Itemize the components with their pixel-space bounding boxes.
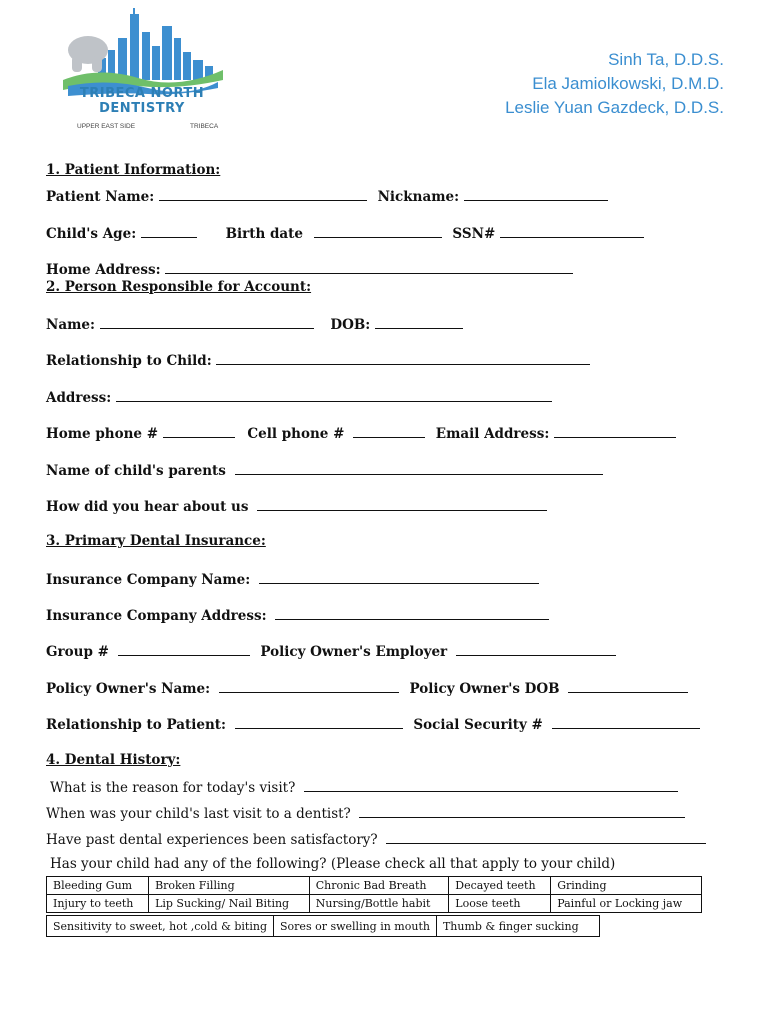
group-label: Group # <box>46 644 109 660</box>
section4-title: 4. Dental History: <box>46 752 181 768</box>
group-field[interactable] <box>118 642 250 656</box>
hear-about-row <box>46 497 553 515</box>
relationship-label: Relationship to Child: <box>46 353 212 369</box>
condition-option[interactable]: Nursing/Bottle habit <box>309 895 449 913</box>
condition-option[interactable]: Injury to teeth <box>47 895 149 913</box>
table-row <box>47 877 702 895</box>
employer-field[interactable] <box>456 642 616 656</box>
conditions-table-extra <box>46 915 600 937</box>
condition-option[interactable]: Broken Filling <box>149 877 310 895</box>
condition-option[interactable]: Grinding <box>551 877 702 895</box>
home-address-row <box>46 260 579 278</box>
condition-option[interactable]: Decayed teeth <box>449 877 551 895</box>
condition-option[interactable]: Painful or Locking jaw <box>551 895 702 913</box>
nickname-label: Nickname: <box>377 189 460 205</box>
company-name-label: Insurance Company Name: <box>46 572 251 588</box>
condition-option[interactable]: Lip Sucking/ Nail Biting <box>149 895 310 913</box>
owner-name-row <box>46 679 694 697</box>
condition-option[interactable]: Bleeding Gum <box>47 877 149 895</box>
parents-row <box>46 461 609 479</box>
condition-option[interactable]: Sores or swelling in mouth <box>274 916 437 937</box>
email-field[interactable] <box>554 424 676 438</box>
owner-dob-label: Policy Owner's DOB <box>409 681 560 697</box>
responsible-name-row <box>46 315 469 333</box>
owner-dob-field[interactable] <box>568 679 688 693</box>
condition-option[interactable]: Sensitivity to sweet, hot ,cold & biting <box>47 916 274 937</box>
reason-label: What is the reason for today's visit? <box>50 780 296 796</box>
hear-about-label: How did you hear about us <box>46 499 249 515</box>
last-visit-label: When was your child's last visit to a dentist? <box>46 806 351 822</box>
address-field[interactable] <box>116 388 552 402</box>
childs-age-field[interactable] <box>141 224 197 238</box>
dob-field[interactable] <box>375 315 463 329</box>
condition-option[interactable]: Chronic Bad Breath <box>309 877 449 895</box>
birth-date-label: Birth date <box>225 226 304 242</box>
company-address-label: Insurance Company Address: <box>46 608 267 624</box>
doctor-list <box>505 48 724 120</box>
practice-logo <box>58 8 228 136</box>
doctor-name: Ela Jamiolkowski, D.M.D. <box>532 74 724 93</box>
company-address-row <box>46 606 555 624</box>
patient-relationship-row <box>46 715 706 733</box>
reason-field[interactable] <box>304 778 678 792</box>
cell-phone-label: Cell phone # <box>247 426 345 442</box>
company-address-field[interactable] <box>275 606 549 620</box>
age-row <box>46 224 650 242</box>
section1-title: 1. Patient Information: <box>46 162 221 178</box>
home-phone-field[interactable] <box>163 424 235 438</box>
name-label: Name: <box>46 317 95 333</box>
nickname-field[interactable] <box>464 187 608 201</box>
last-visit-row <box>46 804 691 822</box>
company-name-field[interactable] <box>259 570 539 584</box>
condition-option[interactable]: Thumb & finger sucking <box>436 916 599 937</box>
ssn-label: SSN# <box>452 226 496 242</box>
patient-name-label: Patient Name: <box>46 189 155 205</box>
section2-title: 2. Person Responsible for Account: <box>46 279 312 295</box>
hear-about-field[interactable] <box>257 497 547 511</box>
name-field[interactable] <box>100 315 314 329</box>
doctor-name: Sinh Ta, D.D.S. <box>608 50 724 69</box>
condition-option[interactable]: Loose teeth <box>449 895 551 913</box>
practice-name-line1: TRIBECA NORTH <box>79 86 205 101</box>
patient-relationship-field[interactable] <box>235 715 403 729</box>
section3-title: 3. Primary Dental Insurance: <box>46 533 266 549</box>
home-address-label: Home Address: <box>46 262 161 278</box>
relationship-row <box>46 351 596 369</box>
doctor-name: Leslie Yuan Gazdeck, D.D.S. <box>505 98 724 117</box>
conditions-table <box>46 876 702 913</box>
social-security-label: Social Security # <box>413 717 543 733</box>
patient-name-field[interactable] <box>159 187 367 201</box>
table-row <box>47 895 702 913</box>
following-question: Has your child had any of the following? (Please check all that apply to your child) <box>50 856 616 872</box>
childs-age-label: Child's Age: <box>46 226 137 242</box>
parents-field[interactable] <box>235 461 603 475</box>
company-name-row <box>46 570 545 588</box>
group-row <box>46 642 622 660</box>
employer-label: Policy Owner's Employer <box>260 644 448 660</box>
address-label: Address: <box>46 390 112 406</box>
address-row <box>46 388 558 406</box>
last-visit-field[interactable] <box>359 804 685 818</box>
email-label: Email Address: <box>435 426 550 442</box>
dob-label: DOB: <box>330 317 371 333</box>
social-security-field[interactable] <box>552 715 700 729</box>
satisfactory-field[interactable] <box>386 830 706 844</box>
birth-date-field[interactable] <box>314 224 442 238</box>
location-right: TRIBECA <box>190 123 219 130</box>
cell-phone-field[interactable] <box>353 424 425 438</box>
practice-name-line2: DENTISTRY <box>99 101 185 116</box>
relationship-field[interactable] <box>216 351 590 365</box>
owner-name-label: Policy Owner's Name: <box>46 681 211 697</box>
owner-name-field[interactable] <box>219 679 399 693</box>
table-row <box>47 916 600 937</box>
location-left: UPPER EAST SIDE <box>77 123 136 130</box>
patient-relationship-label: Relationship to Patient: <box>46 717 227 733</box>
patient-name-row <box>46 187 614 205</box>
home-phone-label: Home phone # <box>46 426 159 442</box>
phone-row <box>46 424 682 442</box>
home-address-field[interactable] <box>165 260 573 274</box>
ssn-field[interactable] <box>500 224 644 238</box>
satisfactory-label: Have past dental experiences been satisfactory? <box>46 832 378 848</box>
satisfactory-row <box>46 830 712 848</box>
reason-row <box>50 778 684 796</box>
parents-label: Name of child's parents <box>46 463 226 479</box>
